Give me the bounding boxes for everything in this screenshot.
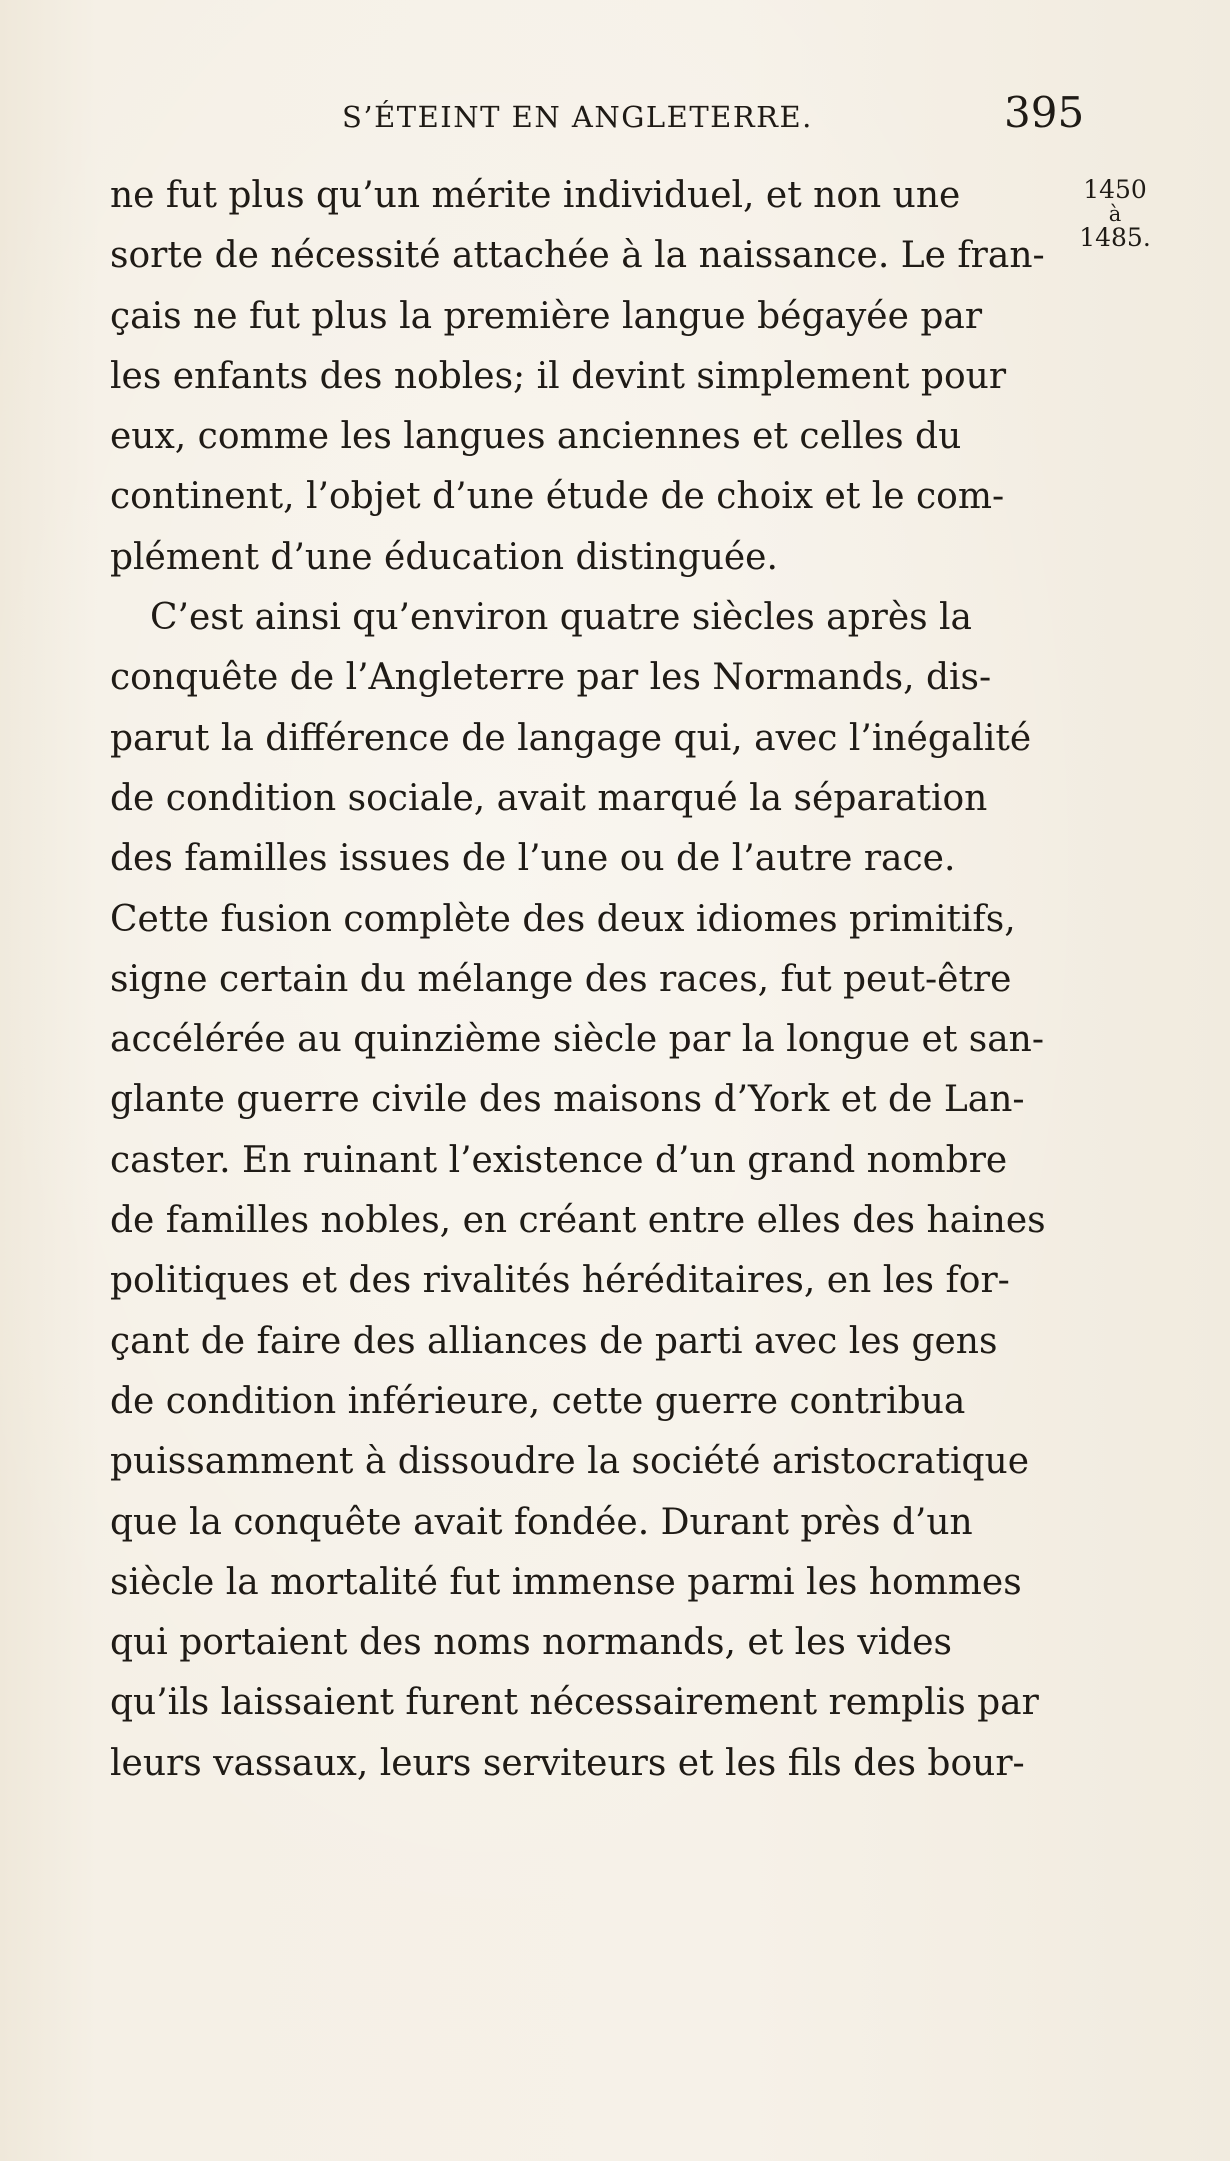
text-line: ne fut plus qu’un mérite individuel, et non une <box>110 175 961 216</box>
text-line: les enfants des nobles; il devint simplement pour <box>110 355 1007 397</box>
text-line: caster. En ruinant l’existence d’un grand nombre <box>110 1139 1008 1181</box>
text-line: puissamment à dissoudre la société aristocratique <box>110 1441 1030 1483</box>
margin-date-note <box>1055 176 1175 252</box>
text-line: parut la différence de langage qui, avec l’inégalité <box>110 717 1032 759</box>
page-header <box>342 88 1085 148</box>
text-line: qui portaient des noms normands, et les vides <box>110 1622 953 1664</box>
running-head: S’ÉTEINT EN ANGLETERRE. <box>342 100 813 134</box>
text-line: conquête de l’Angleterre par les Normands, dis- <box>110 657 992 699</box>
text-line: que la conquête avait fondée. Durant près d’un <box>110 1501 973 1543</box>
text-line: qu’ils laissaient furent nécessairement remplis par <box>110 1682 1039 1724</box>
text-line: eux, comme les langues anciennes et celles du <box>110 416 962 458</box>
body-text <box>110 166 1070 1794</box>
text-line: leurs vassaux, leurs serviteurs et les fils des bour- <box>110 1742 1025 1784</box>
text-line: siècle la mortalité fut immense parmi les hommes <box>110 1561 1022 1603</box>
margin-connector: à <box>1108 202 1122 226</box>
text-line: des familles issues de l’une ou de l’autre race. <box>110 838 956 880</box>
text-line: signe certain du mélange des races, fut peut-être <box>110 958 1012 1000</box>
text-line: de condition inférieure, cette guerre contribua <box>110 1380 966 1422</box>
margin-start-year: 1450 <box>1083 175 1147 204</box>
margin-end-year: 1485. <box>1079 223 1151 252</box>
text-line: de condition sociale, avait marqué la séparation <box>110 777 988 819</box>
text-line: çant de faire des alliances de parti avec les gens <box>110 1320 998 1362</box>
text-line: politiques et des rivalités héréditaires, en les for- <box>110 1260 1010 1302</box>
text-line: de familles nobles, en créant entre elles des haines <box>110 1200 1046 1242</box>
text-line: sorte de nécessité attachée à la naissance. Le fran- <box>110 235 1045 277</box>
text-line: Cette fusion complète des deux idiomes primitifs, <box>110 898 1016 940</box>
text-line: glante guerre civile des maisons d’York et de Lan- <box>110 1079 1025 1121</box>
text-line: plément d’une éducation distinguée. <box>110 536 778 578</box>
text-line: C’est ainsi qu’environ quatre siècles après la <box>150 597 973 639</box>
page-number: 395 <box>1004 88 1085 137</box>
text-line: continent, l’objet d’une étude de choix et le com- <box>110 476 1005 518</box>
text-line: accélérée au quinzième siècle par la longue et san- <box>110 1019 1045 1061</box>
text-line: çais ne fut plus la première langue bégayée par <box>110 295 983 337</box>
